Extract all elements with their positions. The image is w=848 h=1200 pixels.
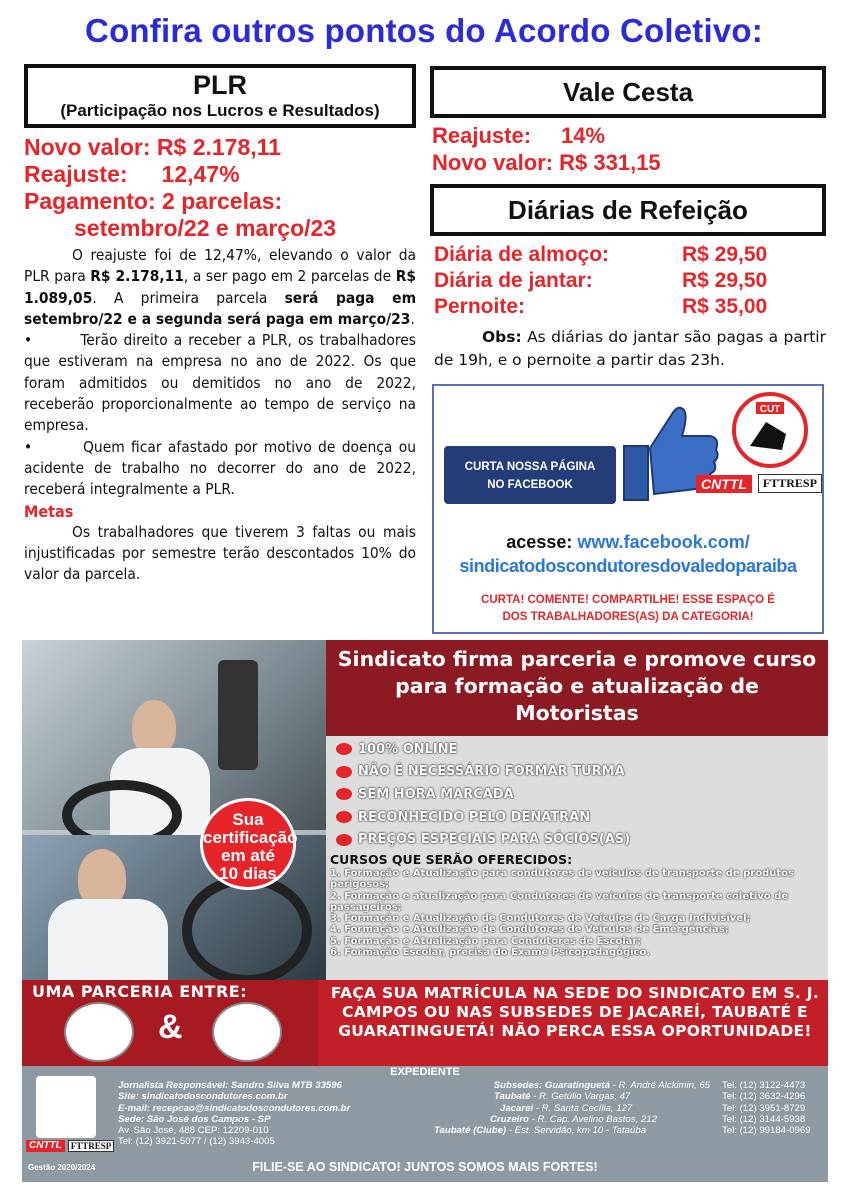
bullet-icon bbox=[336, 834, 352, 846]
facebook-url[interactable]: sindicatodoscondutoresdovaledoparaiba bbox=[459, 556, 797, 576]
vale-cesta-reajuste: Reajuste: 14% bbox=[432, 123, 606, 148]
fttresp-logo: FTTRESP bbox=[68, 1140, 115, 1152]
feature-item: RECONHECIDO PELO DENATRAN bbox=[336, 806, 630, 829]
course-features bbox=[336, 738, 630, 851]
footer-partner-logos bbox=[26, 1140, 114, 1152]
bullet-icon bbox=[336, 788, 352, 800]
diarias-obs: Obs: As diárias do jantar são pagas a partir de 19h, e o pernoite a partir das 23h. bbox=[434, 328, 826, 369]
cut-logo bbox=[726, 390, 814, 470]
facebook-panel bbox=[432, 384, 824, 634]
plr-subtitle: (Participação nos Lucros e Resultados) bbox=[60, 101, 380, 120]
expediente-title: EXPEDIENTE bbox=[390, 1066, 460, 1078]
metas-text: Os trabalhadores que tiverem 3 faltas ou mais injustificadas por semestre terão descontados 10% do valor da parcela. bbox=[24, 522, 416, 584]
fttresp-logo: FTTRESP bbox=[758, 474, 822, 493]
svg-text:CUT: CUT bbox=[759, 404, 781, 415]
cut-sindicato-logo bbox=[64, 1002, 134, 1062]
enrollment-message: FAÇA SUA MATRÍCULA NA SEDE DO SINDICATO EM S. J. CAMPOS OU NAS SUBSEDES DE JACAREÍ, TAUBATÉ E GUARATINGUETÁ! NÃO PERCA ESSA OPORTUNIDADE! bbox=[330, 984, 820, 1040]
plr-bullet-2: • Quem ficar afastado por motivo de doença ou acidente de trabalho no decorrer do ano de 2022, receberá integralmente a PLR. bbox=[24, 437, 421, 499]
plr-body-text bbox=[24, 245, 421, 586]
diarias-table bbox=[434, 242, 794, 320]
course-details bbox=[326, 736, 828, 980]
courses-title: CURSOS QUE SERÃO OFERECIDOS: bbox=[330, 852, 573, 867]
course-item: 6. Formação Escolar, precisa do Exame Psicopedagógico. bbox=[330, 947, 651, 959]
footer-contacts: Jornalista Responsável: Sandro Silva MTB 33596 Site: sindicatodoscondutores.com.br E-mail: recepcao@sindicatodoscondutores.com.br Sede: São José dos Campos - SP Av. São José, 488 CEP: 12209-010 Tel: (12) 3921-5077 / (12) 3943-4005 bbox=[118, 1080, 351, 1148]
page-headline: Confira outros pontos do Acordo Coletivo: bbox=[85, 12, 763, 49]
course-item: 1. Formação e Atualização para condutores de veículos de transporte de produtos perigosos; bbox=[330, 868, 794, 891]
vale-cesta-highlights bbox=[432, 122, 661, 176]
cnttl-logo: CNTTL bbox=[26, 1140, 65, 1152]
site-link[interactable]: Site: sindicatodoscondutores.com.br bbox=[118, 1091, 288, 1103]
course-banner bbox=[22, 640, 828, 980]
facebook-like-button[interactable]: CURTA NOSSA PÁGINA NO FACEBOOK bbox=[444, 446, 616, 504]
plr-reajuste: Reajuste: 12,47% bbox=[24, 161, 240, 187]
feature-item: 100% ONLINE bbox=[336, 738, 630, 761]
filie-slogan: FILIE-SE AO SINDICATO! JUNTOS SOMOS MAIS FORTES! bbox=[252, 1160, 598, 1174]
footer-subsedes: Subsedes: Guaratinguetá - R. André Alckimin, 65 Taubaté - R. Getúlio Vargas, 47 Jacareí - R. Santa Cecília, 127 Cruzeiro - R. Cap. Avelino Bastos, 212 Taubaté (Clube) - Est. Servidão, km 10 - Tataúba bbox=[434, 1080, 710, 1137]
vale-cesta-title-box bbox=[430, 66, 826, 118]
bullet-icon bbox=[336, 766, 352, 778]
diarias-title: Diárias de Refeição bbox=[508, 195, 748, 225]
partner-logos bbox=[696, 474, 822, 493]
feature-item: SEM HORA MARCADA bbox=[336, 783, 630, 806]
feature-item: PREÇOS ESPECIAIS PARA SÓCIOS(AS) bbox=[336, 828, 630, 851]
certification-badge: Sua certificação em até 10 dias bbox=[200, 798, 296, 890]
plr-highlights bbox=[24, 134, 416, 242]
course-item: 4. Formação e Atualização de Condutores de Veículos de Emergências; bbox=[330, 924, 729, 936]
drivers-photo bbox=[22, 640, 326, 980]
course-item: 2. Formação e atualização para Condutores de veículos de transporte coletivo de passageiros; bbox=[330, 890, 789, 913]
plr-title: PLR bbox=[193, 70, 247, 100]
course-title: Sindicato firma parceria e promove curso para formação e atualização de Motoristas bbox=[326, 640, 828, 736]
acesse-line: acesse: www.facebook.com/ bbox=[506, 532, 750, 552]
bus-driver-photo bbox=[22, 640, 326, 830]
partnership-logos bbox=[22, 980, 318, 1066]
partnership-strip bbox=[22, 980, 828, 1066]
diarias-title-box bbox=[430, 184, 826, 236]
diaria-row-almoco: Diária de almoço: R$ 29,50 bbox=[434, 243, 768, 266]
diaria-row-jantar: Diária de jantar: R$ 29,50 bbox=[434, 269, 768, 292]
email-link[interactable]: E-mail: recepcao@sindicatodoscondutores.com.br bbox=[118, 1102, 351, 1114]
plr-bullet-1: • Terão direito a receber a PLR, os trabalhadores que estiveram na empresa no ano de 2022. Os que foram admitidos ou demitidos no ano de 2022, receberão proporcionalmente ao tempo de serviço na empresa. bbox=[24, 331, 421, 435]
metas-title: Metas bbox=[24, 501, 74, 521]
gestao-label: Gestão 2020/2024 bbox=[28, 1163, 96, 1172]
plr-novo-valor: Novo valor: R$ 2.178,11 bbox=[24, 134, 281, 160]
footer-phones: Tel: (12) 3122-4473 Tel: (12) 3632-4296 Tel: (12) 3951-8729 Tel: (12) 3144-5938 Tel: (12) 99184-0969 bbox=[722, 1080, 811, 1137]
courses-list bbox=[330, 868, 820, 958]
partnership-title: UMA PARCERIA ENTRE: bbox=[32, 982, 248, 1001]
footer-cut-logo bbox=[36, 1076, 96, 1138]
feature-item: NÃO É NECESSÁRIO FORMAR TURMA bbox=[336, 761, 630, 784]
plr-title-box bbox=[24, 64, 416, 128]
facebook-cta: CURTA! COMENTE! COMPARTILHE! ESSE ESPAÇO É DOS TRABALHADORES(AS) DA CATEGORIA! bbox=[481, 594, 775, 623]
bullet-icon bbox=[336, 743, 352, 755]
cnttl-logo: CNTTL bbox=[696, 475, 752, 493]
rodoviarios-logo bbox=[212, 1002, 282, 1062]
ampersand: & bbox=[158, 1008, 183, 1046]
diaria-row-pernoite: Pernoite: R$ 35,00 bbox=[434, 295, 768, 318]
vale-cesta-novo-valor: Novo valor: R$ 331,15 bbox=[432, 150, 661, 175]
plr-pagamento-datas: setembro/22 e março/23 bbox=[74, 215, 337, 241]
bullet-icon bbox=[336, 811, 352, 823]
plr-pagamento: Pagamento: 2 parcelas: bbox=[24, 188, 283, 214]
vale-cesta-title: Vale Cesta bbox=[562, 77, 694, 107]
course-item: 5. Formação e Atualização para Condutores de Escolar; bbox=[330, 935, 642, 947]
plr-paragraph: O reajuste foi de 12,47%, elevando o valor da PLR para R$ 2.178,11, a ser pago em 2 parcelas de R$ 1.089,05. A primeira parcela será paga em setembro/22 e a segunda será paga em março/23. bbox=[24, 246, 416, 328]
course-item: 3. Formação e Atualização de Condutores de Veículos de Carga Indivisível; bbox=[330, 913, 751, 925]
footer bbox=[22, 1066, 828, 1182]
facebook-link[interactable]: www.facebook.com/ bbox=[577, 532, 750, 552]
